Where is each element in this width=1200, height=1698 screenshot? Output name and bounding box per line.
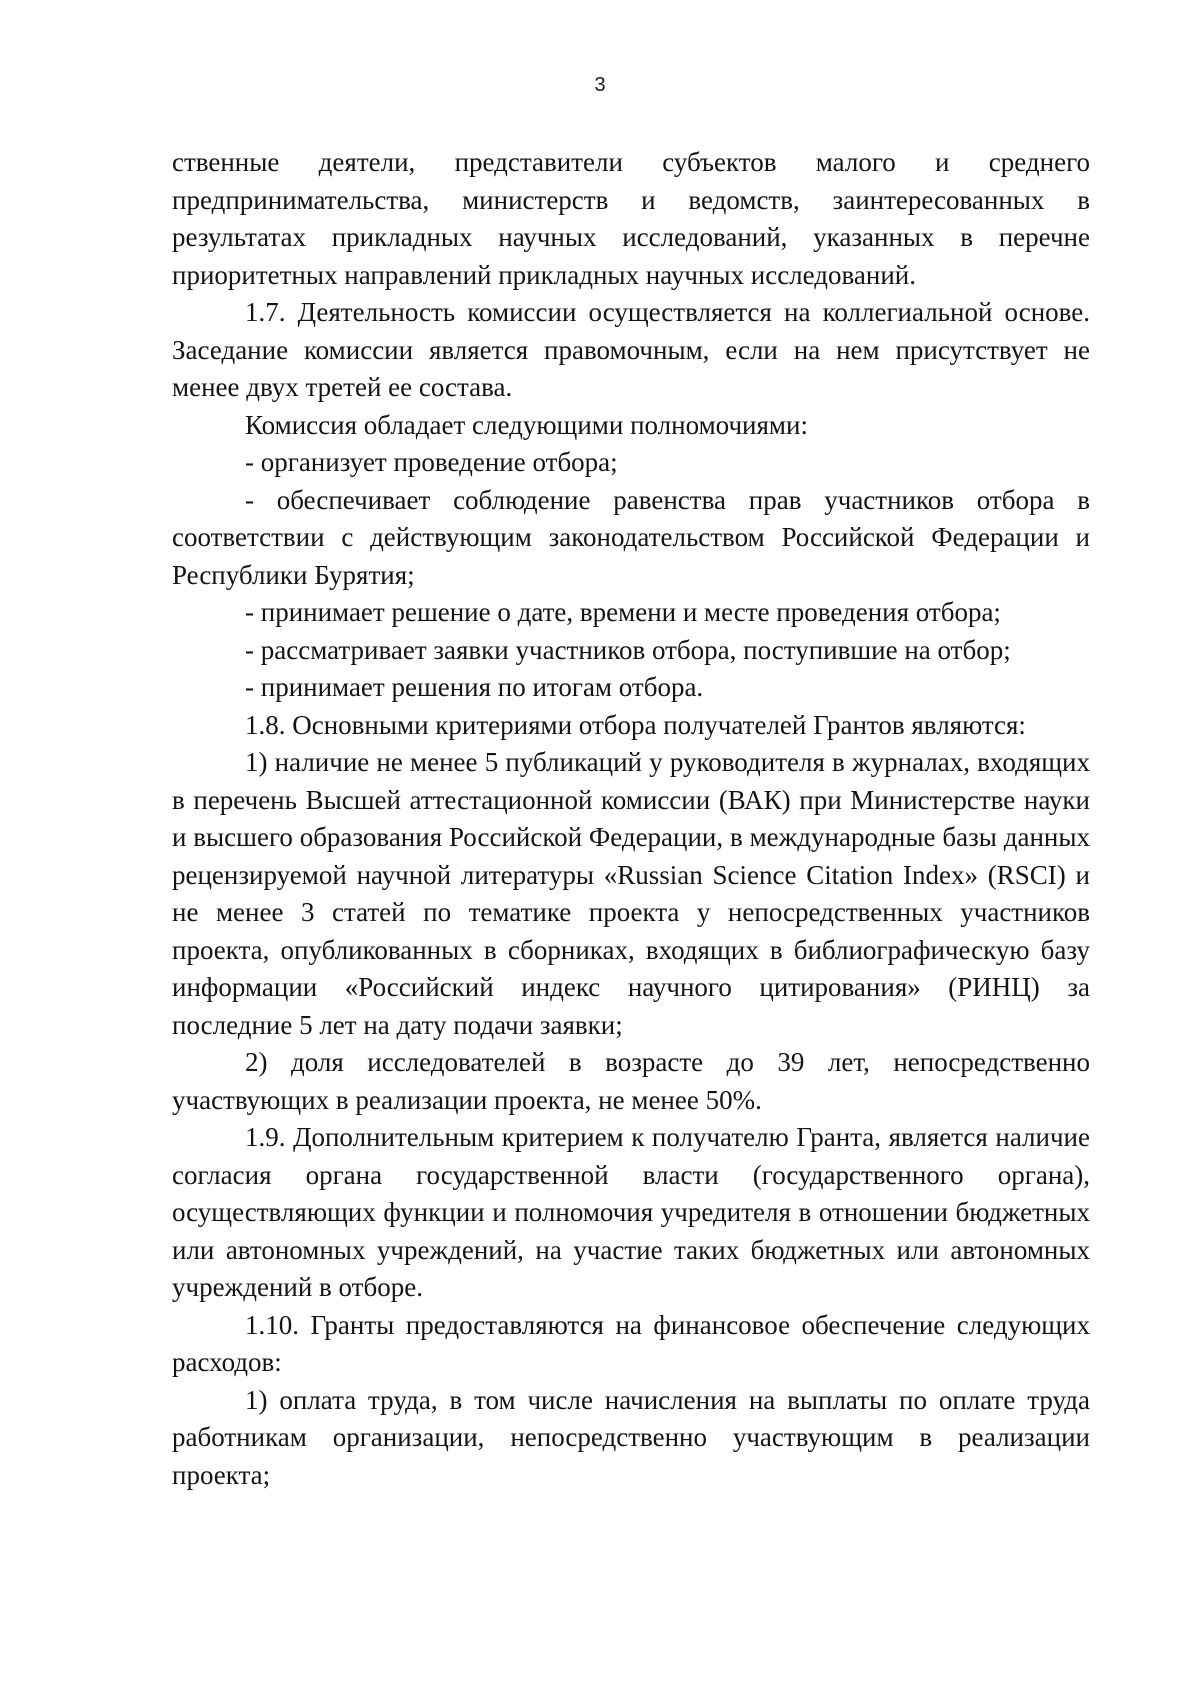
criterion-1-publications: 1) наличие не менее 5 публикаций у руководителя в журналах, входящих в перечень Высшей аттестационной комиссии (ВАК) при Министерстве науки и высшего образования Российской Федерации, в международные базы данных рецензируемой научной литературы «Russian Science Citation Index» (RSCI) и не менее 3 статей по тематике проекта у непосредственных участников проекта, опубликованных в сборниках, входящих в библиографическую базу информации «Российский индекс научного цитирования» (РИНЦ) за последние 5 лет на дату подачи заявки; — [172, 747, 1090, 1040]
body-text — [172, 144, 1090, 1494]
list-item-organizes: - организует проведение отбора; — [245, 447, 618, 477]
criterion-2-researchers-age: 2) доля исследователей в возрасте до 39 лет, непосредственно участвующих в реализации проекта, не менее 50%. — [172, 1047, 1090, 1115]
list-item-decides-results: - принимает решения по итогам отбора. — [245, 672, 704, 702]
paragraph-1-8: 1.8. Основными критериями отбора получателей Грантов являются: — [245, 709, 1026, 740]
paragraph-1-7: 1.7. Деятельность комиссии осуществляется на коллегиальной основе. Заседание комиссии является правомочным, если на нем присутствует не менее двух третей ее состава. — [172, 297, 1090, 402]
expense-item-1-salary: 1) оплата труда, в том числе начисления на выплаты по оплате труда работникам организации, непосредственно участвующим в реализации проекта; — [172, 1384, 1090, 1490]
paragraph-1-9: 1.9. Дополнительным критерием к получателю Гранта, является наличие согласия органа государственной власти (государственного органа), осуществляющих функции и полномочия учредителя в отношении бюджетных или автономных учреждений, на участие таких бюджетных или автономных учреждений в отборе. — [172, 1122, 1090, 1302]
page-number: 3 — [594, 74, 606, 96]
list-item-reviews-applications: - рассматривает заявки участников отбора, поступившие на отбор; — [245, 634, 1011, 665]
list-item-decides-date: - принимает решение о дате, времени и месте проведения отбора; — [245, 597, 1001, 627]
list-item-ensures-equality: - обеспечивает соблюдение равенства прав участников отбора в соответствии с действующим законодательством Российской Федерации и Республики Бурятия; — [172, 484, 1090, 590]
paragraph-commission-powers: Комиссия обладает следующими полномочиями: — [245, 409, 808, 440]
paragraph-1-10: 1.10. Гранты предоставляются на финансовое обеспечение следующих расходов: — [172, 1309, 1090, 1377]
paragraph-continuation: ственные деятели, представители субъектов малого и среднего предпринимательства, министерств и ведомств, заинтересованных в результатах прикладных научных исследований, указанных в перечне приоритетных направлений прикладных научных исследований. — [172, 147, 1090, 290]
